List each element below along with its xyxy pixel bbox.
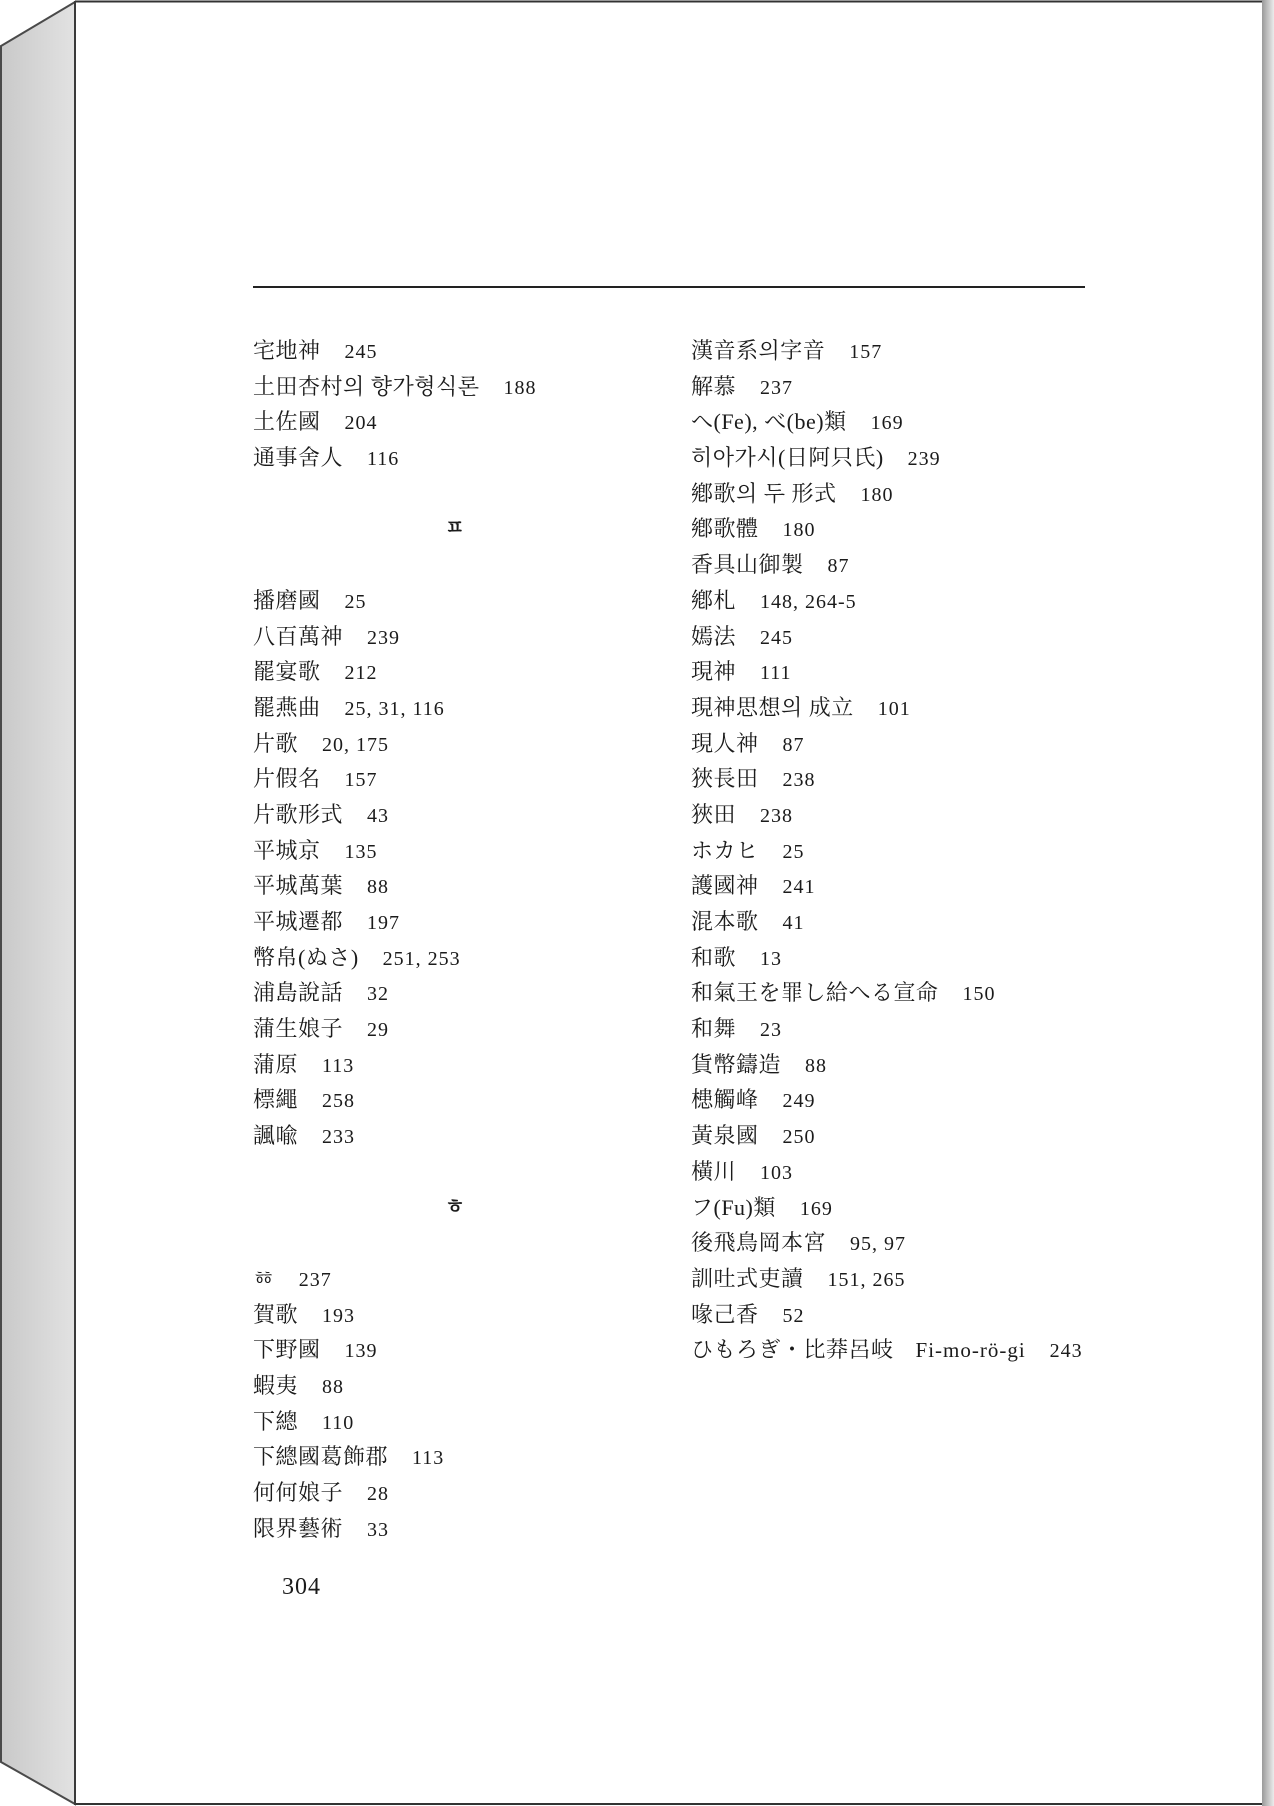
index-entry — [691, 369, 1251, 405]
index-term: 標繩 — [253, 1087, 299, 1113]
index-entry — [691, 1154, 1251, 1190]
index-entry — [253, 1297, 657, 1333]
index-entry — [253, 1011, 657, 1047]
index-entry — [691, 975, 1251, 1011]
index-pages: 32 — [367, 983, 390, 1006]
index-pages: 245 — [760, 626, 794, 649]
index-pages: 180 — [782, 519, 816, 542]
index-entry — [691, 1047, 1251, 1083]
index-pages: 95, 97 — [850, 1233, 907, 1256]
index-term: 罷宴歌 — [253, 659, 321, 685]
index-pages: 25 — [782, 840, 805, 863]
page-right-shadow — [1262, 0, 1274, 1806]
index-pages: 150 — [962, 983, 996, 1006]
index-pages: 88 — [805, 1054, 828, 1077]
index-entry — [691, 1118, 1251, 1154]
index-term: 漢音系의字音 — [691, 338, 826, 363]
index-entry — [691, 333, 1251, 369]
index-term: ホカヒ — [691, 837, 759, 863]
index-entry — [691, 940, 1251, 976]
index-entry — [253, 1475, 657, 1511]
index-term: 和歌 — [691, 944, 737, 970]
section-heading-pieup: ㅍ — [445, 517, 465, 540]
index-entry — [691, 547, 1251, 583]
index-pages: 88 — [367, 876, 390, 899]
index-pages: 20, 175 — [322, 733, 390, 756]
index-entry — [253, 690, 657, 726]
index-term: 和氣王を罪し給へる宣命 — [691, 980, 939, 1006]
index-term: 香具山御製 — [691, 552, 804, 578]
index-entry — [253, 369, 657, 405]
index-entry — [253, 975, 657, 1011]
index-entry — [253, 1511, 657, 1547]
index-entry — [253, 833, 657, 869]
index-pages: 237 — [298, 1268, 332, 1291]
index-pages: 135 — [344, 840, 378, 863]
index-entry — [691, 726, 1251, 762]
index-term: 浦島說話 — [253, 980, 344, 1006]
index-left-column — [253, 333, 657, 1546]
index-entry — [691, 797, 1251, 833]
index-pages: 188 — [503, 376, 537, 399]
index-term: 平城萬葉 — [253, 873, 344, 899]
index-pages: 180 — [860, 483, 894, 506]
index-entry — [691, 404, 1251, 440]
index-entry — [691, 654, 1251, 690]
index-term: 橫川 — [691, 1158, 737, 1184]
index-term: 蒲生娘子 — [253, 1016, 344, 1042]
index-term: 蒲原 — [253, 1051, 299, 1077]
index-term: 鄕札 — [691, 587, 737, 613]
index-term: 何何娘子 — [253, 1480, 344, 1505]
index-entry — [253, 797, 657, 833]
index-term: 罷燕曲 — [253, 694, 321, 720]
index-entry — [253, 1047, 657, 1083]
index-pages: 157 — [344, 769, 378, 792]
index-term: 下總 — [253, 1408, 299, 1434]
index-term: 幣帛(ぬさ) — [253, 944, 359, 970]
book-spine — [1, 2, 75, 1804]
index-pages: 157 — [849, 341, 883, 363]
index-pages: 193 — [322, 1304, 356, 1327]
index-term: フ(Fu)類 — [691, 1194, 776, 1220]
index-term: 喙己香 — [691, 1301, 759, 1327]
index-pages: 116 — [367, 448, 400, 471]
index-pages: 28 — [367, 1483, 390, 1505]
index-entry — [253, 1332, 657, 1368]
index-term: 嫣法 — [691, 623, 737, 649]
index-term: 訓吐式吏讀 — [691, 1265, 804, 1291]
index-pages: 239 — [367, 626, 401, 649]
index-pages: 111 — [760, 662, 792, 685]
index-pages: 212 — [344, 662, 378, 685]
index-term: 現神 — [691, 659, 737, 685]
index-pages: 151, 265 — [827, 1268, 906, 1291]
index-term: 狹田 — [691, 801, 737, 827]
index-term: 諷喩 — [253, 1123, 299, 1149]
index-pages: 103 — [760, 1161, 794, 1184]
index-pages: 41 — [782, 912, 805, 934]
index-pages: 250 — [782, 1126, 816, 1149]
index-term: 宅地神 — [253, 338, 321, 363]
index-entry — [691, 1332, 1251, 1368]
index-entry — [691, 761, 1251, 797]
index-term: 土佐國 — [253, 409, 321, 435]
index-entry — [691, 833, 1251, 869]
index-entry — [253, 761, 657, 797]
index-pages: 204 — [344, 412, 378, 435]
index-pages: 101 — [877, 697, 911, 720]
index-pages: 238 — [782, 769, 816, 792]
index-term: 現人神 — [691, 730, 759, 756]
index-term: 鄕歌體 — [691, 516, 759, 542]
index-term: 下總國葛飾郡 — [253, 1444, 389, 1470]
index-pages: 249 — [782, 1090, 816, 1113]
index-entry — [253, 583, 657, 619]
index-entry — [253, 404, 657, 440]
index-pages: 237 — [760, 376, 794, 399]
row-spacer — [253, 476, 657, 512]
index-pages: 29 — [367, 1019, 390, 1042]
index-entry — [691, 868, 1251, 904]
index-term: 槵觸峰 — [691, 1087, 759, 1113]
index-pages: 25 — [344, 590, 367, 613]
index-pages: 23 — [760, 1019, 783, 1042]
index-entry — [691, 583, 1251, 619]
index-term: 下野國 — [253, 1337, 321, 1363]
index-term: 和舞 — [691, 1016, 737, 1042]
index-entry — [253, 904, 657, 940]
index-pages: 239 — [907, 448, 941, 471]
index-entry — [691, 690, 1251, 726]
index-term: 解慕 — [691, 373, 737, 399]
index-entry — [253, 654, 657, 690]
index-pages: 87 — [782, 733, 805, 756]
index-pages: 241 — [782, 876, 816, 899]
index-term: 土田杏村의 향가형식론 — [253, 373, 480, 399]
index-term: 貨幣鑄造 — [691, 1051, 782, 1077]
index-entry — [691, 440, 1251, 476]
index-entry — [691, 511, 1251, 547]
index-pages: 13 — [760, 947, 783, 970]
index-pages: 243 — [1049, 1340, 1083, 1363]
index-entry — [253, 940, 657, 976]
index-pages: 251, 253 — [382, 947, 461, 970]
index-entry — [691, 1011, 1251, 1047]
index-entry — [253, 1261, 657, 1297]
index-entry — [691, 1297, 1251, 1333]
index-right-column — [691, 333, 1251, 1368]
index-term: 히아가시(日阿只氏) — [691, 445, 884, 471]
index-pages: 197 — [367, 912, 401, 934]
index-pages: 87 — [827, 555, 850, 578]
index-entry — [253, 1118, 657, 1154]
index-term: 播磨國 — [253, 587, 321, 613]
index-entry — [253, 1404, 657, 1440]
index-term: 護國神 — [691, 873, 759, 899]
index-pages: 233 — [322, 1126, 356, 1149]
index-pages: 148, 264-5 — [760, 590, 857, 613]
row-spacer — [253, 547, 657, 583]
index-entry — [691, 904, 1251, 940]
index-pages: 113 — [412, 1447, 445, 1470]
index-entry — [253, 619, 657, 655]
index-term: 現神思想의 成立 — [691, 694, 854, 720]
index-pages: 88 — [322, 1375, 345, 1398]
index-entry — [691, 1082, 1251, 1118]
index-pages: 110 — [322, 1411, 355, 1434]
index-entry — [691, 619, 1251, 655]
index-term: 狹長田 — [691, 766, 759, 792]
index-term: 片歌 — [253, 730, 299, 756]
row-spacer — [253, 1225, 657, 1261]
index-entry — [253, 1439, 657, 1475]
index-entry — [691, 476, 1251, 512]
index-term: 蝦夷 — [253, 1372, 299, 1398]
index-term: 賀歌 — [253, 1301, 299, 1327]
row-spacer — [253, 1154, 657, 1190]
index-term: 通事舍人 — [253, 445, 344, 471]
index-entry — [253, 726, 657, 762]
index-term: へ(Fe), べ(be)類 — [691, 409, 847, 435]
index-pages: 43 — [367, 804, 390, 827]
index-pages: 238 — [760, 804, 794, 827]
index-term: ひもろぎ・比莽呂岐 — [691, 1337, 894, 1363]
index-entry — [691, 1261, 1251, 1297]
index-term: 黃泉國 — [691, 1123, 759, 1149]
index-pages: 258 — [322, 1090, 356, 1113]
index-pages: 245 — [344, 341, 378, 363]
index-term: 平城京 — [253, 837, 321, 863]
index-romanization: Fi-mo-rö-gi — [915, 1338, 1026, 1363]
index-term: 片假名 — [253, 766, 321, 792]
index-pages: 52 — [782, 1304, 805, 1327]
index-entry — [253, 1082, 657, 1118]
index-entry — [691, 1225, 1251, 1261]
index-term: 鄕歌의 두 形式 — [691, 480, 837, 506]
index-pages: 33 — [367, 1518, 390, 1541]
index-entry — [691, 1190, 1251, 1226]
index-entry — [253, 440, 657, 476]
page-number: 304 — [282, 1574, 321, 1600]
index-entry — [253, 333, 657, 369]
section-heading-hieut: ㅎ — [445, 1195, 465, 1218]
index-entry — [253, 1368, 657, 1404]
index-pages: 25, 31, 116 — [344, 697, 445, 720]
index-pages: 113 — [322, 1054, 355, 1077]
index-term: 平城遷都 — [253, 909, 344, 934]
index-pages: 139 — [344, 1340, 378, 1363]
index-entry — [253, 868, 657, 904]
index-term: 後飛鳥岡本宮 — [691, 1230, 827, 1256]
index-term: 限界藝術 — [253, 1515, 344, 1541]
index-term: 片歌形式 — [253, 801, 344, 827]
index-term: 八百萬神 — [253, 623, 344, 649]
index-term: 混本歌 — [691, 909, 759, 934]
header-rule — [253, 286, 1085, 288]
index-term: ㆅ — [253, 1265, 275, 1291]
index-pages: 169 — [799, 1197, 833, 1220]
index-pages: 169 — [870, 412, 904, 435]
